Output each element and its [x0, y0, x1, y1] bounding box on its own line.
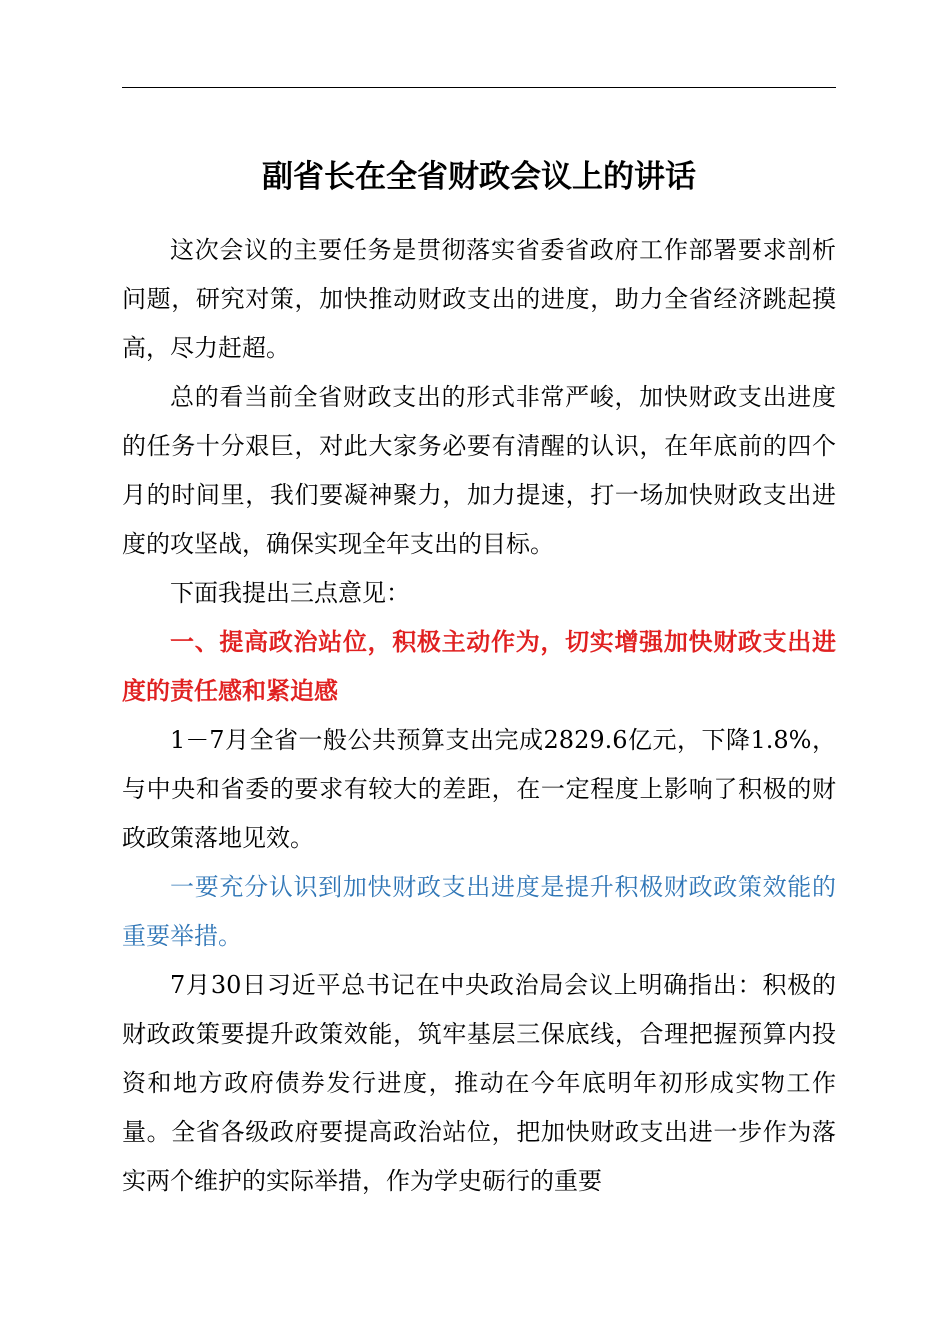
subheading-1: 一要充分认识到加快财政支出进度是提升积极财政政策效能的重要举措。 — [122, 873, 836, 950]
header-rule — [122, 87, 836, 88]
document-title: 副省长在全省财政会议上的讲话 — [262, 159, 696, 195]
section-heading-1: 一、提高政治站位，积极主动作为，切实增强加快财政支出进度的责任感和紧迫感 — [122, 628, 836, 705]
paragraph-intro: 这次会议的主要任务是贯彻落实省委省政府工作部署要求剖析问题，研究对策，加快推动财政支出的进度，助力全省经济跳起摸高，尽力赶超。 — [122, 236, 836, 362]
paragraph-opinions-lead: 下面我提出三点意见： — [170, 579, 410, 607]
document-body — [122, 226, 836, 1206]
paragraph-instructions: 7月30日习近平总书记在中央政治局会议上明确指出：积极的财政政策要提升政策效能，筑牢基层三保底线，合理把握预算内投资和地方政府债券发行进度，推动在今年底明年初形成实物工作量。全省各级政府要提高政治站位，把加快财政支出进一步作为落实两个维护的实际举措，作为学史砺行的重要 — [122, 971, 836, 1195]
paragraph-statistics: 1－7月全省一般公共预算支出完成2829.6亿元，下降1.8%，与中央和省委的要求有较大的差距，在一定程度上影响了积极的财政政策落地见效。 — [122, 726, 836, 852]
paragraph-situation: 总的看当前全省财政支出的形式非常严峻，加快财政支出进度的任务十分艰巨，对此大家务必要有清醒的认识，在年底前的四个月的时间里，我们要凝神聚力，加力提速，打一场加快财政支出进度的攻坚战，确保实现全年支出的目标。 — [122, 383, 836, 558]
